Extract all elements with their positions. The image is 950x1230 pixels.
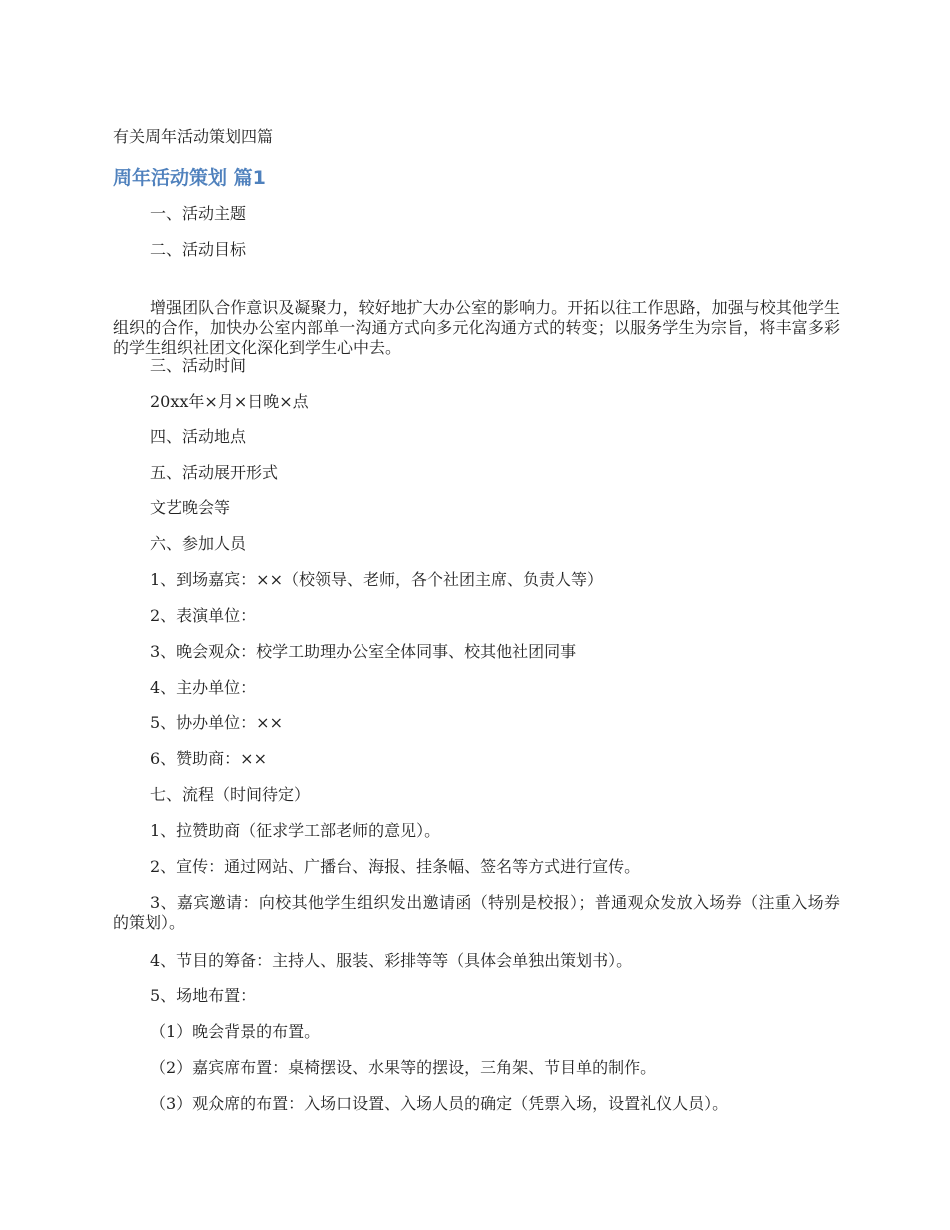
paragraph: 6、赞助商：×× [150,749,267,768]
paragraph: 文艺晚会等 [150,498,231,517]
paragraph: 四、活动地点 [150,427,247,446]
paragraph: 三、活动时间 [150,356,247,375]
paragraph: 5、协办单位：×× [150,713,283,732]
paragraph: （2）嘉宾席布置：桌椅摆设、水果等的摆设，三角架、节目单的制作。 [150,1058,657,1077]
paragraph: 3、嘉宾邀请：向校其他学生组织发出邀请函（特别是校报）；普通观众发放入场券（注重入场券的策划）。 [113,893,840,932]
paragraph: 2、表演单位： [150,606,257,625]
paragraph: 1、到场嘉宾：××（校领导、老师，各个社团主席、负责人等） [150,570,603,589]
paragraph: 4、节目的筹备：主持人、服装、彩排等等（具体会单独出策划书）。 [150,951,633,970]
paragraph: （3）观众席的布置：入场口设置、入场人员的确定（凭票入场，设置礼仪人员）。 [150,1094,729,1113]
section-heading: 周年活动策划 篇1 [113,167,266,189]
paragraph: 七、流程（时间待定） [150,785,311,804]
paragraph: 二、活动目标 [150,240,247,259]
paragraph: 5、场地布置： [150,986,257,1005]
paragraph: 六、参加人员 [150,534,247,553]
paragraph: （1）晚会背景的布置。 [150,1022,321,1041]
paragraph: 3、晚会观众：校学工助理办公室全体同事、校其他社团同事 [150,642,577,661]
paragraph: 4、主办单位： [150,678,257,697]
paragraph: 1、拉赞助商（征求学工部老师的意见）。 [150,821,441,840]
paragraph: 2、宣传：通过网站、广播台、海报、挂条幅、签名等方式进行宣传。 [150,857,641,876]
paragraph: 五、活动展开形式 [150,463,279,482]
paragraph: 一、活动主题 [150,204,247,223]
paragraph: 增强团队合作意识及凝聚力，较好地扩大办公室的影响力。开拓以往工作思路，加强与校其他学生组织的合作，加快办公室内部单一沟通方式向多元化沟通方式的转变；以服务学生为宗旨，将丰富多彩的学生组织社团文化深化到学生心中去。 [113,298,840,357]
document-title: 有关周年活动策划四篇 [113,127,274,146]
paragraph: 20xx年×月×日晚×点 [150,392,309,411]
